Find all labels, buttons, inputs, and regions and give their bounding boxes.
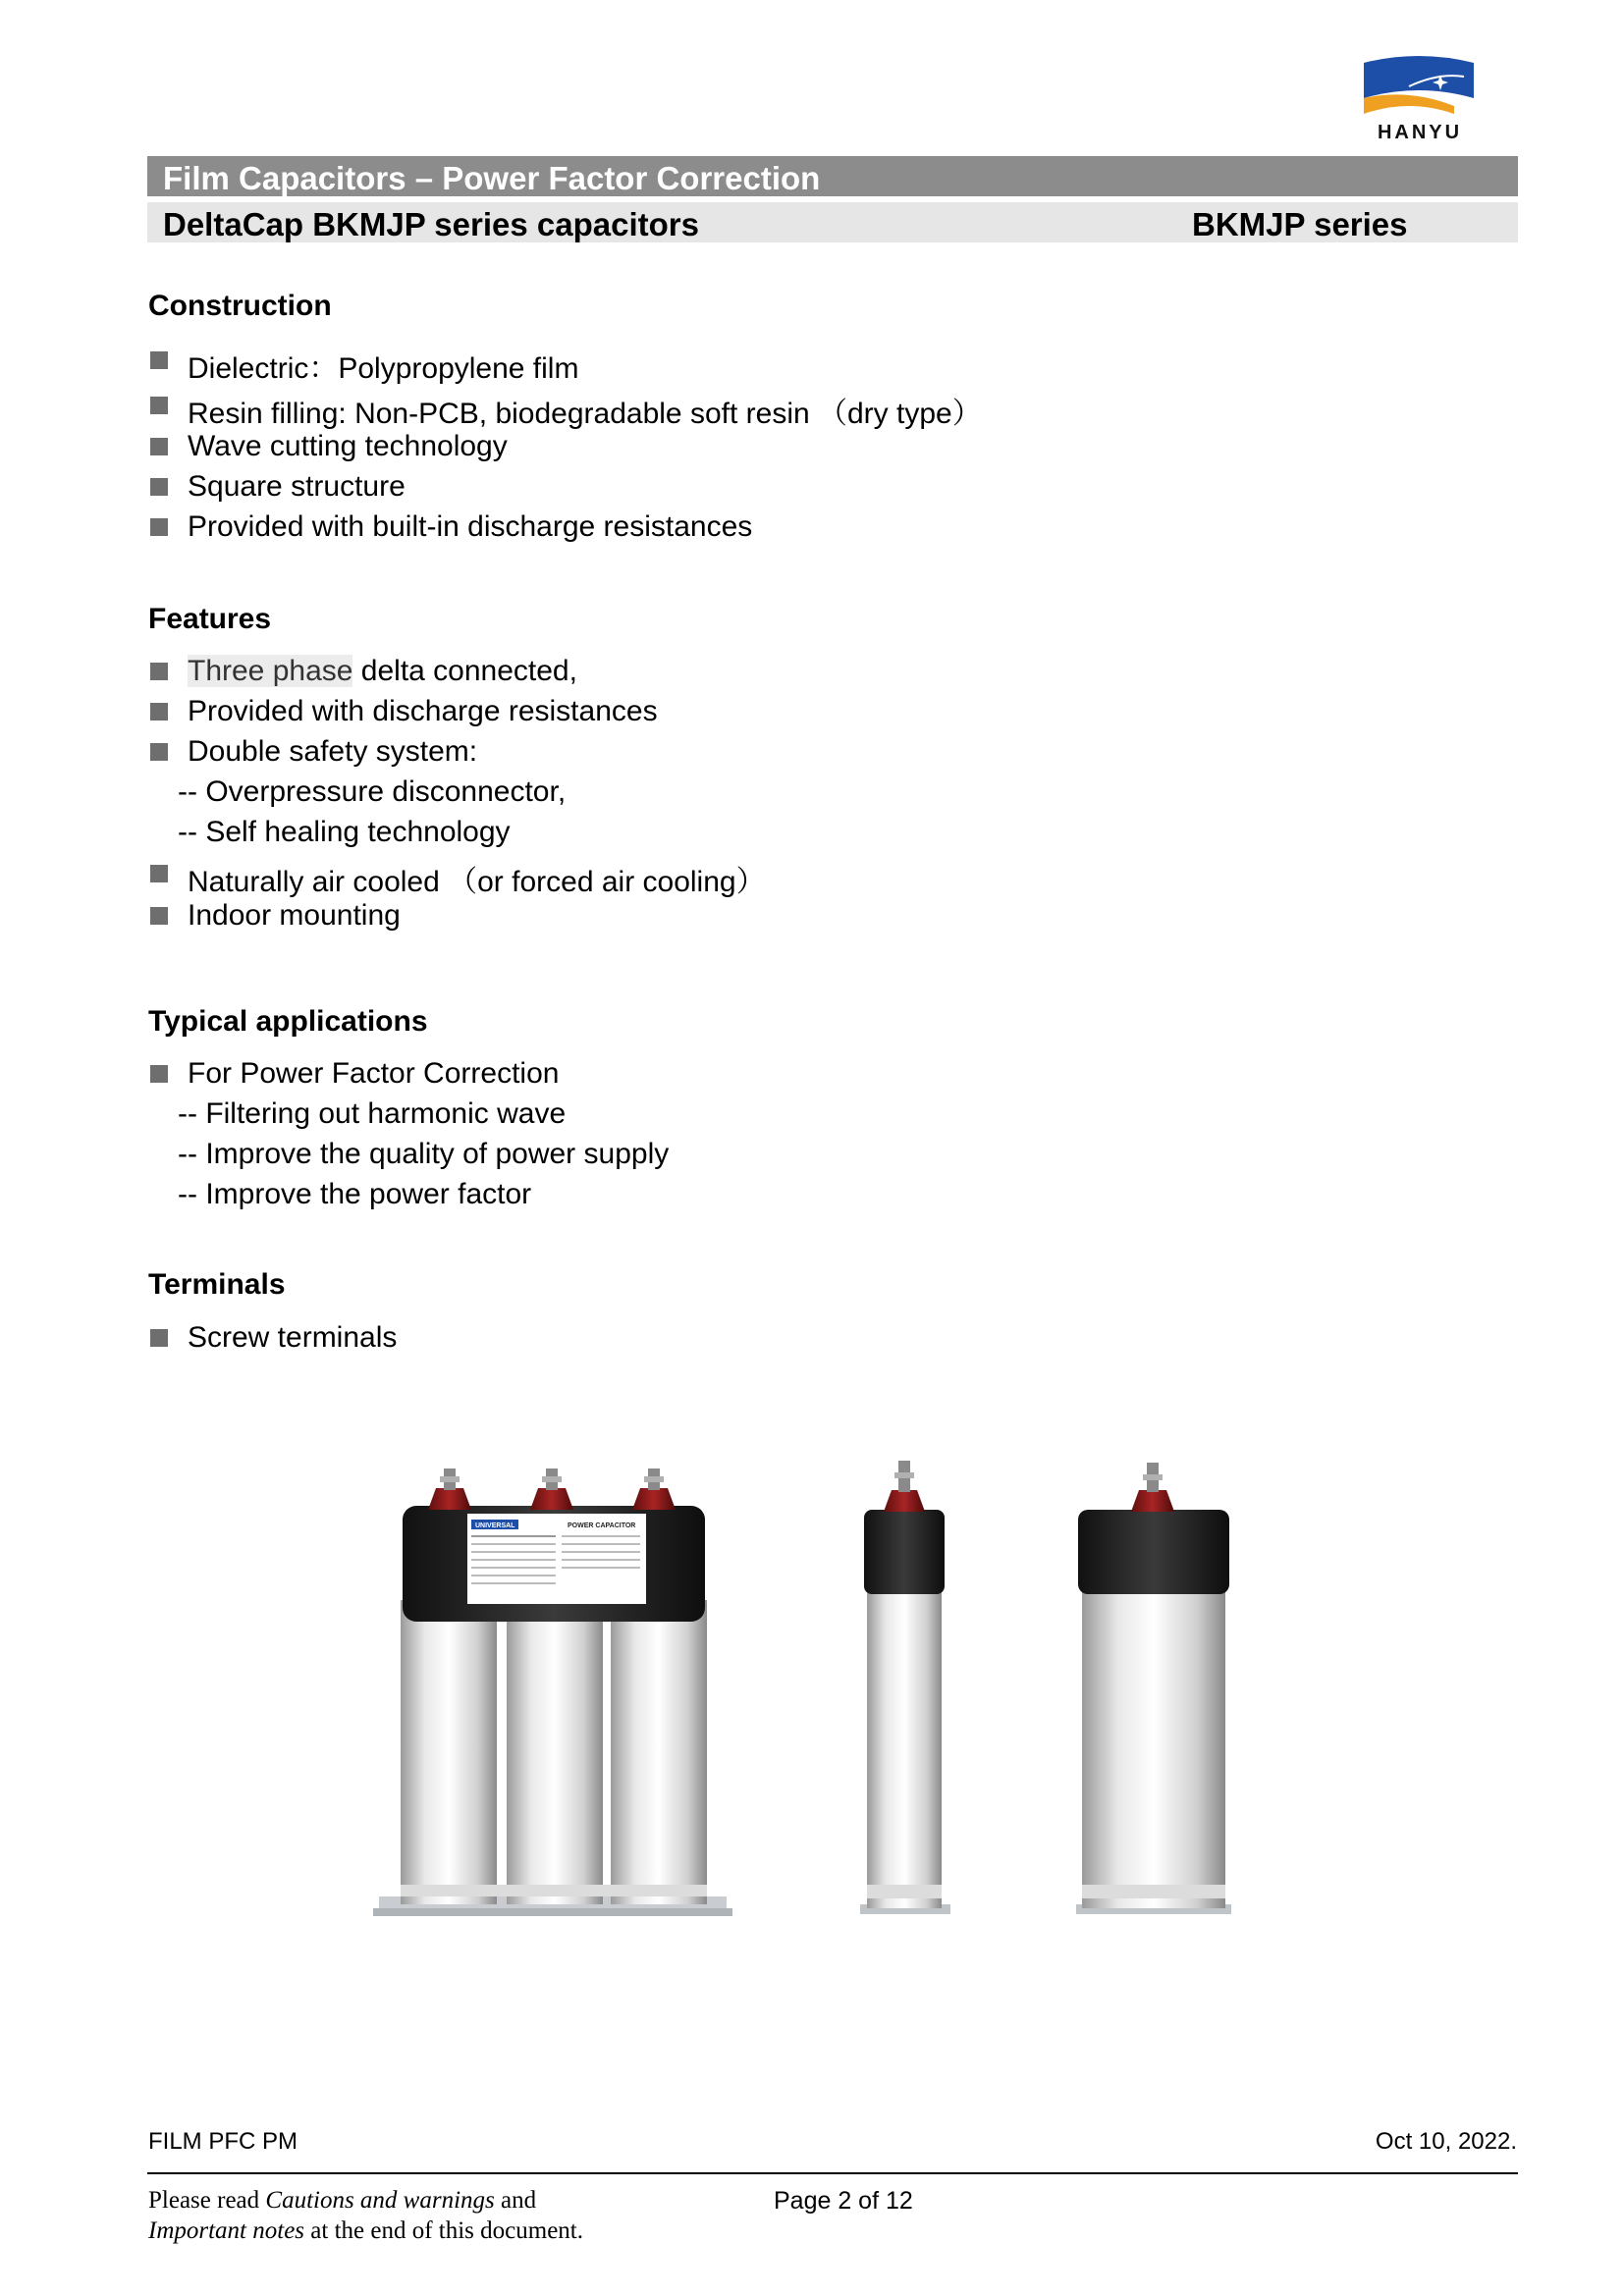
list-item	[188, 655, 577, 688]
list-item: Indoor mounting	[188, 899, 401, 932]
list-item-text: delta connected,	[352, 655, 577, 687]
note-text: at the end of this document.	[304, 2217, 583, 2244]
list-item: Provided with built-in discharge resistances	[188, 510, 753, 543]
list-item: For Power Factor Correction	[188, 1057, 560, 1090]
bullet-icon	[150, 743, 168, 761]
bullet-icon	[150, 907, 168, 925]
bullet-icon	[150, 703, 168, 721]
capacitor-product-image	[373, 1453, 1276, 1944]
label-title-text: POWER CAPACITOR	[568, 1522, 636, 1529]
list-item: Dielectric：Polypropylene film	[188, 352, 579, 385]
bullet-icon	[150, 518, 168, 536]
note-link-important-notes: Important notes	[148, 2217, 305, 2244]
document-date: Oct 10, 2022.	[1375, 2128, 1517, 2155]
bullet-icon	[150, 438, 168, 455]
list-item: Screw terminals	[188, 1321, 398, 1354]
sub-list-item: -- Overpressure disconnector,	[178, 775, 567, 808]
series-title: BKMJP series	[1192, 206, 1408, 242]
bullet-icon	[150, 1065, 168, 1083]
footer-note	[148, 2185, 583, 2246]
bullet-icon	[150, 865, 168, 882]
document-code: FILM PFC PM	[148, 2128, 298, 2155]
label-brand-text: UNIVERSAL	[475, 1522, 515, 1529]
list-item: Wave cutting technology	[188, 430, 508, 462]
highlighted-text: Three phase	[188, 655, 353, 687]
features-heading: Features	[148, 603, 272, 635]
product-title: DeltaCap BKMJP series capacitors	[163, 206, 699, 242]
note-link-cautions: Cautions and warnings	[265, 2187, 495, 2214]
construction-heading: Construction	[148, 290, 332, 322]
bullet-icon	[150, 663, 168, 680]
category-title: Film Capacitors – Power Factor Correction	[163, 160, 821, 196]
logo-wordmark: HANYU	[1377, 122, 1463, 143]
list-item: Naturally air cooled （or forced air cooling）	[188, 866, 766, 898]
list-item: Square structure	[188, 470, 406, 503]
terminals-heading: Terminals	[148, 1268, 286, 1301]
page-number: Page 2 of 12	[774, 2187, 913, 2215]
category-bar	[147, 156, 1518, 196]
footer-divider	[147, 2172, 1518, 2174]
bullet-icon	[150, 397, 168, 414]
sub-list-item: -- Improve the power factor	[178, 1178, 532, 1210]
sub-list-item: -- Self healing technology	[178, 816, 511, 848]
list-item: Provided with discharge resistances	[188, 695, 658, 727]
product-bar	[147, 202, 1518, 242]
sub-list-item: -- Filtering out harmonic wave	[178, 1097, 567, 1130]
bullet-icon	[150, 478, 168, 496]
bullet-icon	[150, 351, 168, 369]
note-text: and	[494, 2187, 537, 2214]
sub-list-item: -- Improve the quality of power supply	[178, 1138, 670, 1170]
list-item: Double safety system:	[188, 735, 478, 768]
bullet-icon	[150, 1329, 168, 1347]
applications-heading: Typical applications	[148, 1005, 428, 1038]
list-item: Resin filling: Non-PCB, biodegradable soft resin （dry type）	[188, 398, 982, 430]
note-text: Please read	[148, 2187, 266, 2214]
